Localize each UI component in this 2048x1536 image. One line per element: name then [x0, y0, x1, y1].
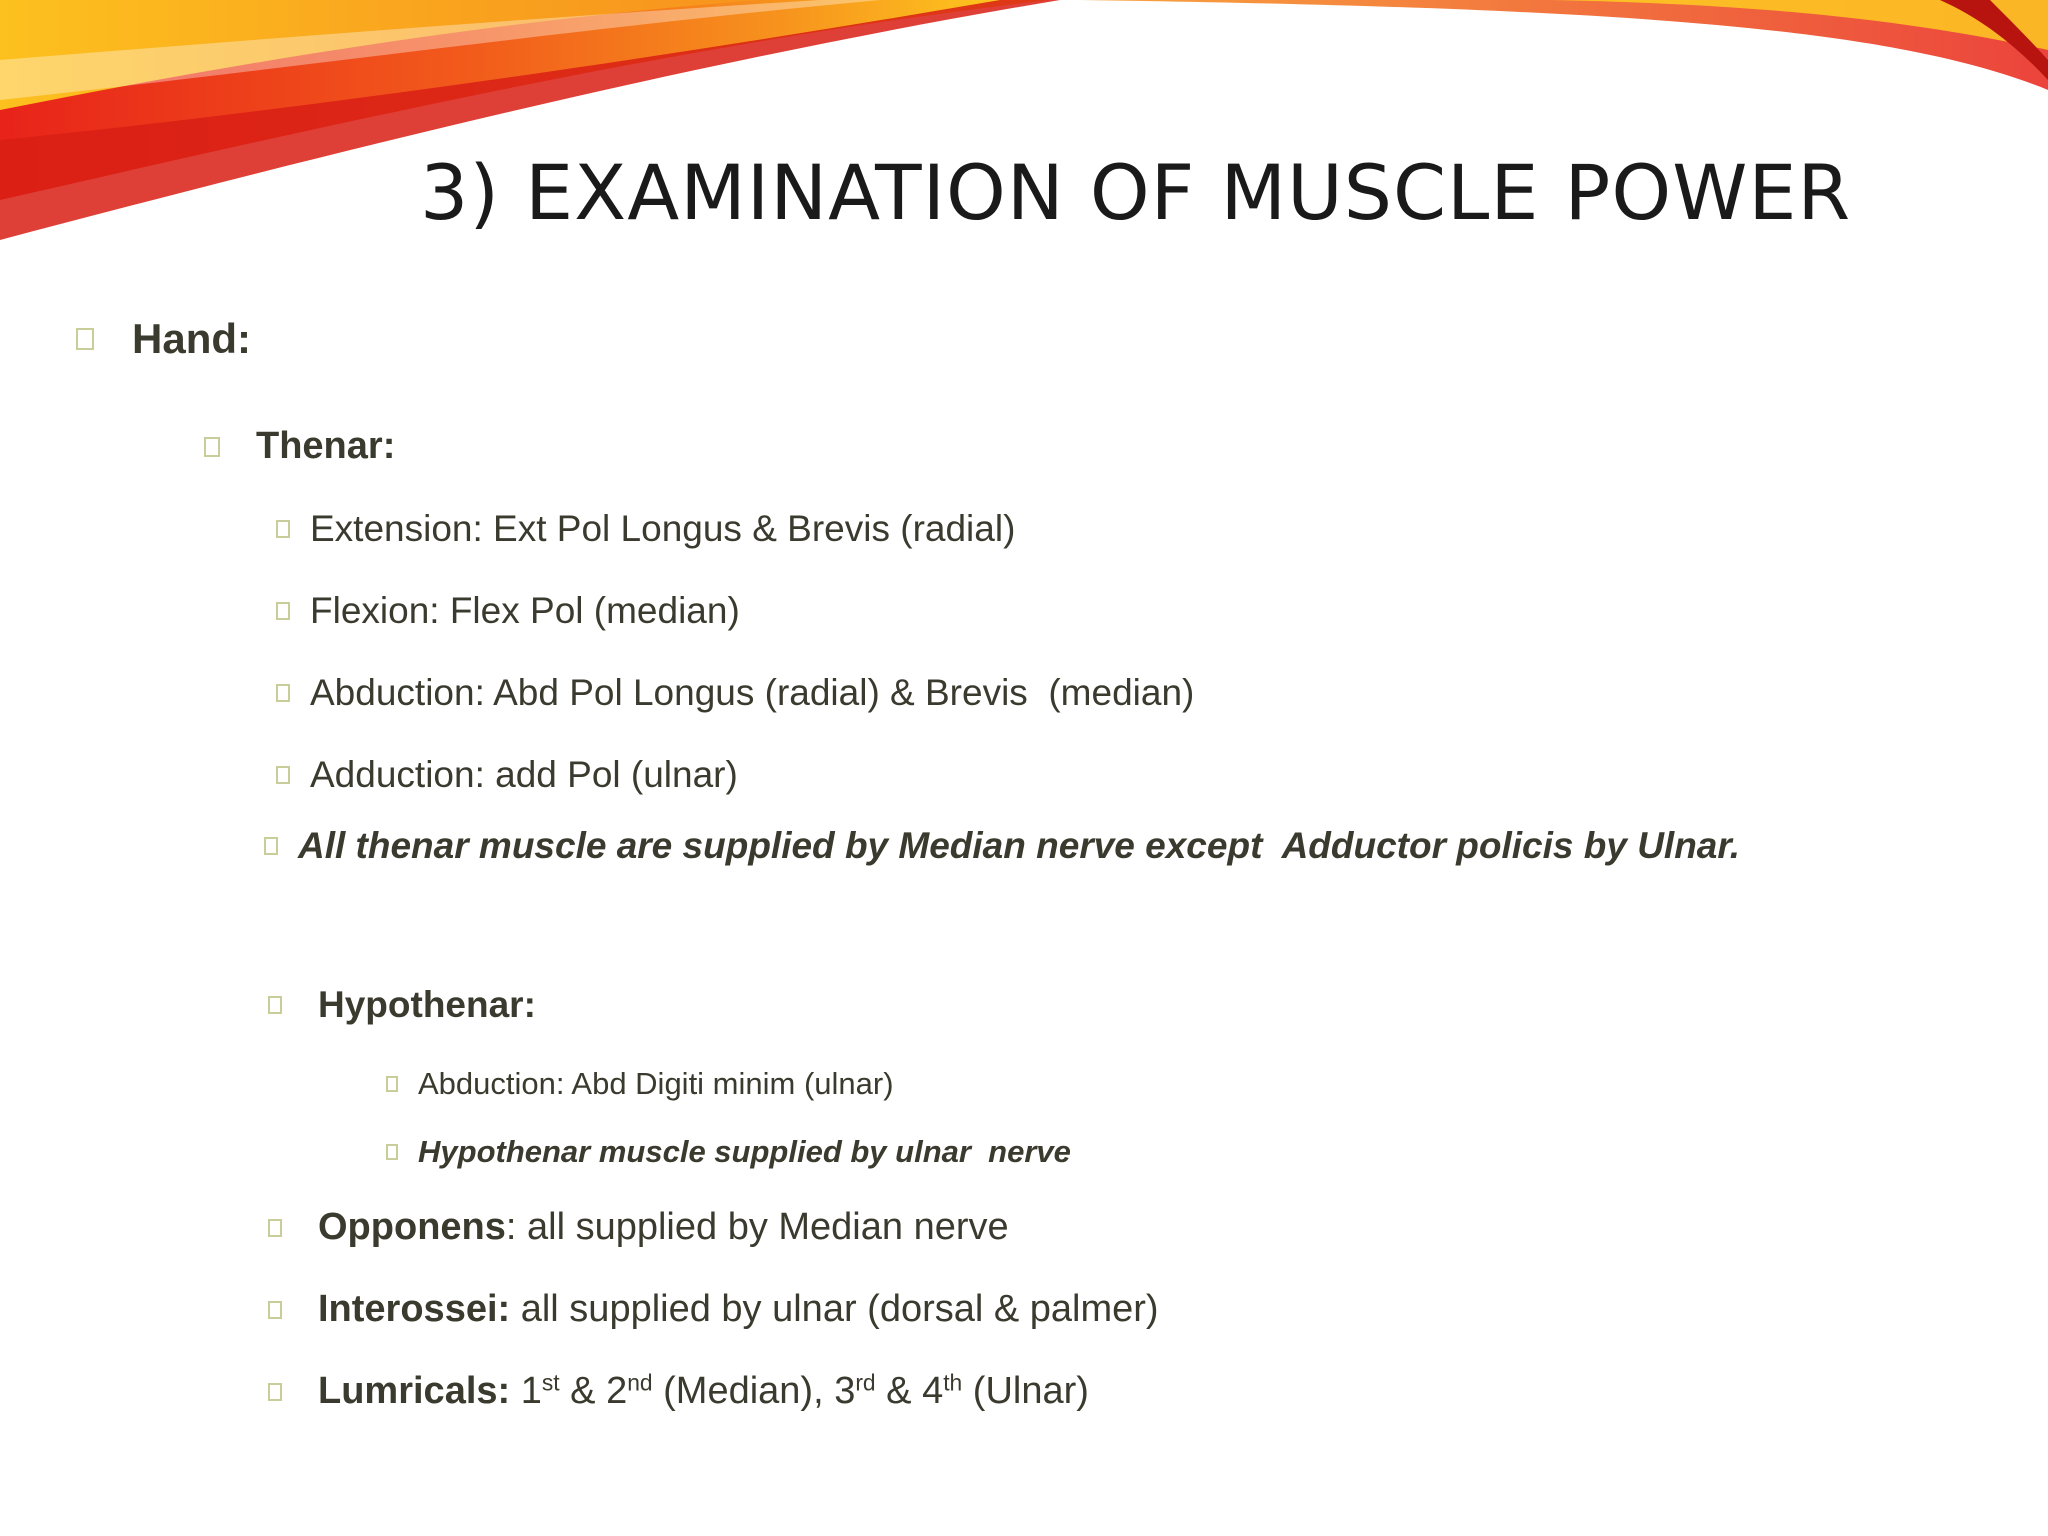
bullet-marker-icon: [386, 1076, 398, 1092]
ordinal-suffix: nd: [627, 1369, 653, 1396]
thenar-item-text: Flexion: Flex Pol (median): [310, 590, 740, 631]
bullet-hypothenar: [268, 984, 536, 1026]
bullet-marker-icon: [386, 1144, 398, 1160]
interossei-text: all supplied by ulnar (dorsal & palmer): [510, 1288, 1159, 1330]
lumricals-part: & 2: [559, 1370, 628, 1412]
bullet-marker-icon: [276, 684, 290, 702]
bullet-marker-icon: [264, 837, 278, 855]
bullet-opponens: [268, 1206, 1009, 1249]
thenar-item-text: Adduction: add Pol (ulnar): [310, 754, 738, 795]
slide-title: 3) EXAMINATION OF MUSCLE POWER: [420, 148, 1852, 237]
interossei-label: Interossei:: [318, 1288, 511, 1330]
bullet-marker-icon: [276, 602, 290, 620]
bullet-lumricals: [268, 1370, 1089, 1413]
lumricals-label: Lumricals:: [318, 1370, 511, 1412]
ordinal-suffix: th: [943, 1369, 963, 1396]
thenar-item: [276, 672, 1194, 714]
hypothenar-label: Hypothenar:: [318, 984, 536, 1025]
opponens-text: : all supplied by Median nerve: [505, 1206, 1009, 1248]
bullet-marker-icon: [76, 328, 94, 350]
bullet-marker-icon: [268, 996, 282, 1014]
hypothenar-item-text: Abduction: Abd Digiti minim (ulnar): [418, 1066, 894, 1101]
ordinal-suffix: rd: [855, 1369, 876, 1396]
thenar-item: [276, 508, 1015, 550]
hand-label: Hand:: [132, 315, 251, 362]
hypothenar-note: [386, 1134, 1071, 1170]
bullet-marker-icon: [268, 1301, 282, 1319]
lumricals-part: (Ulnar): [962, 1370, 1089, 1412]
bullet-marker-icon: [276, 520, 290, 538]
lumricals-part: 1: [510, 1370, 542, 1412]
thenar-item-text: Abduction: Abd Pol Longus (radial) & Brevis (median): [310, 672, 1195, 713]
thenar-note: [264, 825, 1740, 867]
thenar-item: [276, 754, 738, 796]
bullet-hand: [76, 315, 251, 363]
thenar-label: Thenar:: [256, 425, 396, 467]
thenar-item: [276, 590, 740, 632]
bullet-thenar: [204, 425, 395, 468]
bullet-interossei: [268, 1288, 1159, 1331]
hypothenar-item: [386, 1066, 894, 1102]
opponens-label: Opponens: [318, 1206, 506, 1248]
lumricals-part: & 4: [875, 1370, 944, 1412]
bullet-marker-icon: [268, 1219, 282, 1237]
bullet-marker-icon: [204, 437, 220, 457]
thenar-item-text: Extension: Ext Pol Longus & Brevis (radial): [310, 508, 1016, 549]
lumricals-part: (Median), 3: [652, 1370, 856, 1412]
ordinal-suffix: st: [541, 1369, 560, 1396]
bullet-marker-icon: [276, 766, 290, 784]
thenar-note-text: All thenar muscle are supplied by Median nerve except Adductor policis by Ulnar.: [298, 825, 1741, 866]
hypothenar-note-text: Hypothenar muscle supplied by ulnar nerve: [418, 1134, 1071, 1169]
lumricals-text: [318, 1370, 1089, 1413]
bullet-marker-icon: [268, 1383, 282, 1401]
